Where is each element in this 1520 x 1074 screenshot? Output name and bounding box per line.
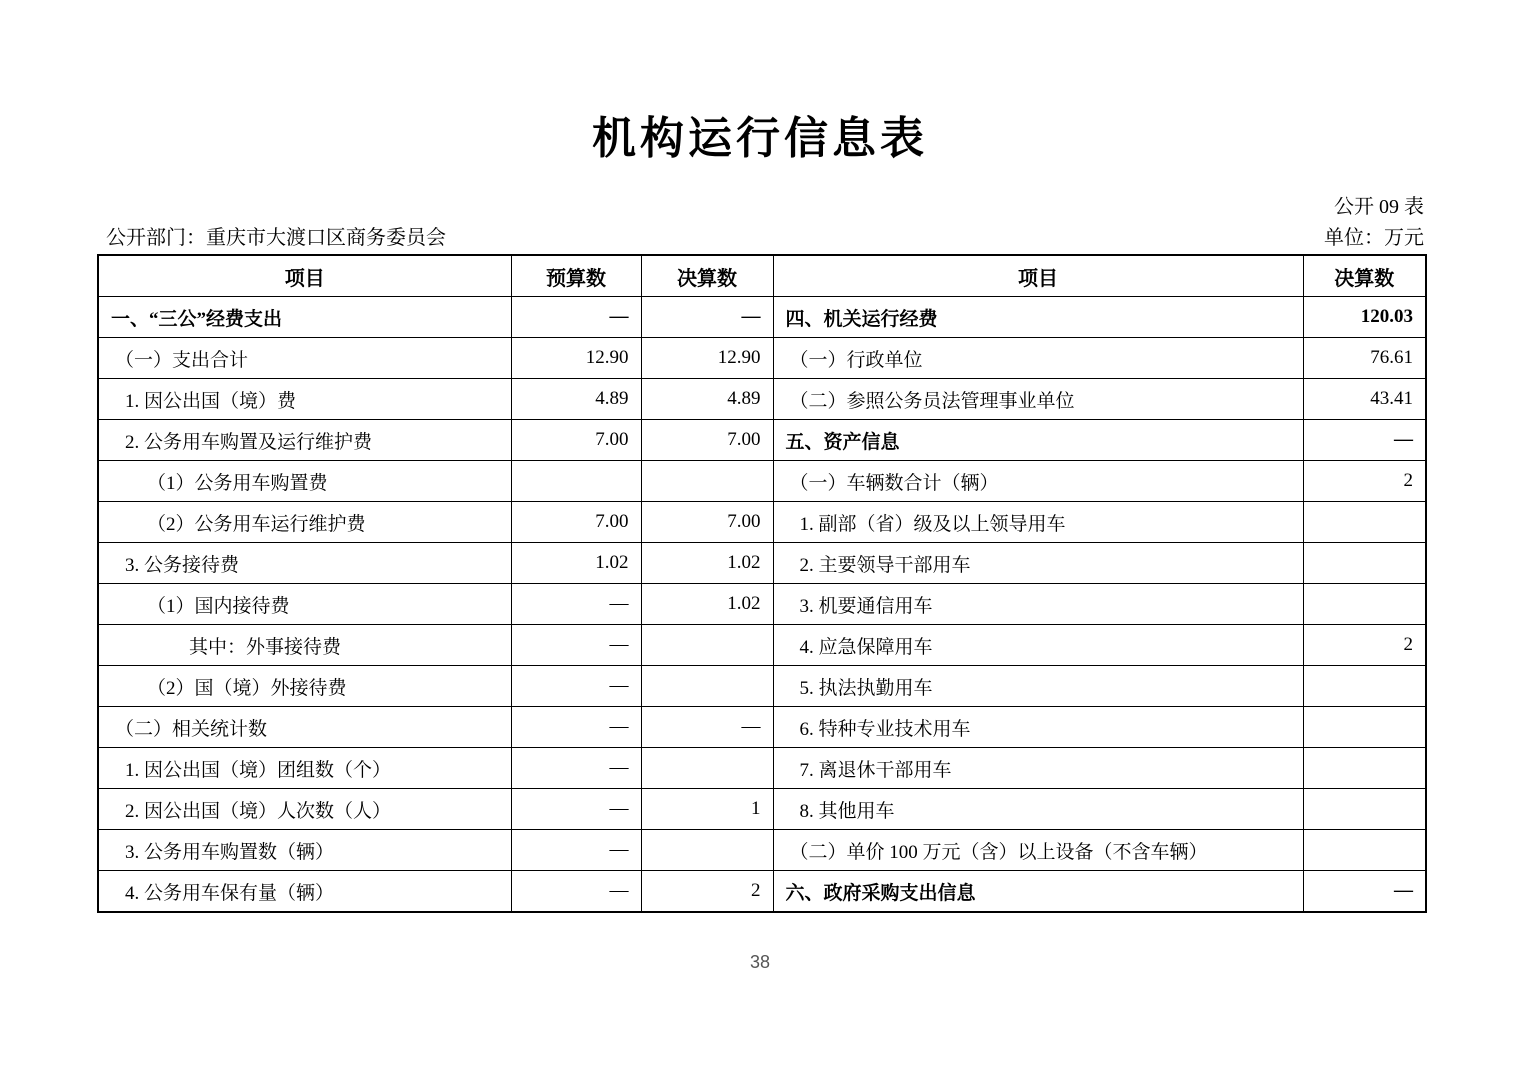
- item-label-left: 2. 公务用车购置及运行维护费: [98, 420, 511, 461]
- org-operation-info-table: [97, 254, 1427, 913]
- unit-label: 单位：万元: [1324, 227, 1424, 249]
- table-row: [98, 789, 1426, 830]
- page-title: 机构运行信息表: [592, 114, 928, 163]
- item-label-left: （2）公务用车运行维护费: [98, 502, 511, 543]
- table-row: [98, 830, 1426, 871]
- department-label: 公开部门：重庆市大渡口区商务委员会: [106, 227, 446, 249]
- final-value-right: [1303, 707, 1426, 748]
- final-value-left: 4.89: [641, 379, 773, 420]
- item-label-right: 四、机关运行经费: [773, 297, 1303, 338]
- item-label-right: 五、资产信息: [773, 420, 1303, 461]
- final-value-left: 1.02: [641, 543, 773, 584]
- table-row: [98, 502, 1426, 543]
- budget-value-left: —: [511, 830, 641, 871]
- final-value-left: [641, 625, 773, 666]
- item-label-right: 6. 特种专业技术用车: [773, 707, 1303, 748]
- item-label-right: 7. 离退休干部用车: [773, 748, 1303, 789]
- column-header-budget: 预算数: [511, 255, 641, 297]
- item-label-left: 1. 因公出国（境）团组数（个）: [98, 748, 511, 789]
- table-row: [98, 871, 1426, 913]
- table-row: [98, 543, 1426, 584]
- item-label-right: （一）车辆数合计（辆）: [773, 461, 1303, 502]
- item-label-left: （1）国内接待费: [98, 584, 511, 625]
- column-header-item-left: 项目: [98, 255, 511, 297]
- column-header-final-left: 决算数: [641, 255, 773, 297]
- table-row: [98, 297, 1426, 338]
- final-value-right: —: [1303, 420, 1426, 461]
- item-label-right: 2. 主要领导干部用车: [773, 543, 1303, 584]
- final-value-right: 2: [1303, 461, 1426, 502]
- budget-value-left: —: [511, 748, 641, 789]
- final-value-left: 7.00: [641, 420, 773, 461]
- final-value-left: 1: [641, 789, 773, 830]
- final-value-right: 120.03: [1303, 297, 1426, 338]
- item-label-right: 六、政府采购支出信息: [773, 871, 1303, 913]
- budget-value-left: —: [511, 625, 641, 666]
- item-label-right: 3. 机要通信用车: [773, 584, 1303, 625]
- final-value-right: 76.61: [1303, 338, 1426, 379]
- table-row: [98, 584, 1426, 625]
- final-value-left: —: [641, 297, 773, 338]
- item-label-left: 其中：外事接待费: [98, 625, 511, 666]
- item-label-right: 8. 其他用车: [773, 789, 1303, 830]
- budget-value-left: [511, 461, 641, 502]
- table-body: [98, 297, 1426, 913]
- table-row: [98, 461, 1426, 502]
- final-value-left: [641, 461, 773, 502]
- column-header-item-right: 项目: [773, 255, 1303, 297]
- final-value-right: [1303, 748, 1426, 789]
- item-label-right: （二）单价 100 万元（含）以上设备（不含车辆）: [773, 830, 1303, 871]
- table-row: [98, 666, 1426, 707]
- item-label-right: 4. 应急保障用车: [773, 625, 1303, 666]
- final-value-right: [1303, 666, 1426, 707]
- final-value-right: [1303, 502, 1426, 543]
- item-label-left: （二）相关统计数: [98, 707, 511, 748]
- table-row: [98, 707, 1426, 748]
- final-value-left: 1.02: [641, 584, 773, 625]
- budget-value-left: 4.89: [511, 379, 641, 420]
- final-value-left: [641, 830, 773, 871]
- item-label-left: 3. 公务接待费: [98, 543, 511, 584]
- budget-value-left: 12.90: [511, 338, 641, 379]
- final-value-left: [641, 748, 773, 789]
- item-label-right: 5. 执法执勤用车: [773, 666, 1303, 707]
- final-value-left: —: [641, 707, 773, 748]
- budget-value-left: —: [511, 871, 641, 913]
- final-value-right: [1303, 584, 1426, 625]
- table-row: [98, 420, 1426, 461]
- final-value-right: 2: [1303, 625, 1426, 666]
- budget-value-left: 1.02: [511, 543, 641, 584]
- final-value-right: —: [1303, 871, 1426, 913]
- item-label-right: （一）行政单位: [773, 338, 1303, 379]
- table-row: [98, 625, 1426, 666]
- final-value-right: 43.41: [1303, 379, 1426, 420]
- final-value-left: 7.00: [641, 502, 773, 543]
- final-value-left: 2: [641, 871, 773, 913]
- budget-value-left: —: [511, 707, 641, 748]
- item-label-right: 1. 副部（省）级及以上领导用车: [773, 502, 1303, 543]
- table-row: [98, 379, 1426, 420]
- budget-value-left: —: [511, 297, 641, 338]
- item-label-left: 3. 公务用车购置数（辆）: [98, 830, 511, 871]
- table-header-row: [98, 255, 1426, 297]
- item-label-left: 2. 因公出国（境）人次数（人）: [98, 789, 511, 830]
- budget-value-left: —: [511, 584, 641, 625]
- item-label-left: 1. 因公出国（境）费: [98, 379, 511, 420]
- final-value-right: [1303, 543, 1426, 584]
- budget-value-left: 7.00: [511, 420, 641, 461]
- final-value-left: 12.90: [641, 338, 773, 379]
- table-row: [98, 748, 1426, 789]
- form-number-note: 公开 09 表: [1334, 196, 1424, 218]
- page-number: 38: [749, 952, 771, 972]
- item-label-right: （二）参照公务员法管理事业单位: [773, 379, 1303, 420]
- item-label-left: 一、“三公”经费支出: [98, 297, 511, 338]
- budget-value-left: 7.00: [511, 502, 641, 543]
- final-value-right: [1303, 789, 1426, 830]
- item-label-left: （一）支出合计: [98, 338, 511, 379]
- budget-value-left: —: [511, 666, 641, 707]
- budget-value-left: —: [511, 789, 641, 830]
- final-value-left: [641, 666, 773, 707]
- table-row: [98, 338, 1426, 379]
- item-label-left: （2）国（境）外接待费: [98, 666, 511, 707]
- item-label-left: （1）公务用车购置费: [98, 461, 511, 502]
- column-header-final-right: 决算数: [1303, 255, 1426, 297]
- item-label-left: 4. 公务用车保有量（辆）: [98, 871, 511, 913]
- final-value-right: [1303, 830, 1426, 871]
